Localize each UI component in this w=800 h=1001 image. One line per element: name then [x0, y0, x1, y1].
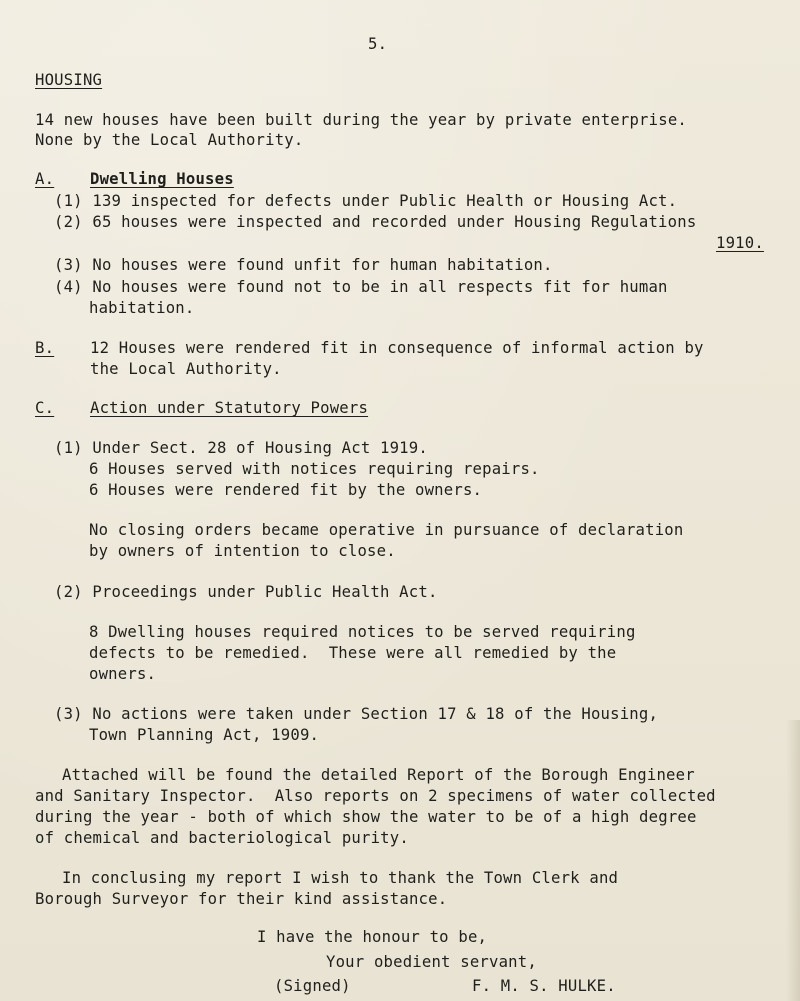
page-edge-shadow: [786, 720, 800, 1001]
section-c-sub1-line: 6 Houses were rendered fit by the owners.: [89, 481, 483, 499]
section-c-sub3-line: (3) No actions were taken under Section 17 & 18 of the Housing,: [54, 705, 659, 723]
signoff-servant: Your obedient servant,: [326, 953, 537, 971]
closing-line: Attached will be found the detailed Report of the Borough Engineer: [62, 766, 695, 784]
section-c-title: Action under Statutory Powers: [90, 399, 369, 417]
signoff-honour: I have the honour to be,: [257, 928, 488, 946]
intro-line: 14 new houses have been built during the year by private enterprise.: [35, 111, 687, 129]
page-number: 5.: [368, 35, 388, 53]
section-a-item: (2) 65 houses were inspected and recorded under Housing Regulations: [54, 213, 697, 231]
closing-line: during the year - both of which show the water to be of a high degree: [35, 808, 697, 826]
section-a-item-cont: habitation.: [89, 299, 195, 317]
closing-line: and Sanitary Inspector. Also reports on 2 specimens of water collected: [35, 787, 716, 805]
signoff-signed: (Signed): [274, 977, 351, 995]
closing-line: In conclusing my report I wish to thank the Town Clerk and: [62, 869, 619, 887]
section-a-item: (1) 139 inspected for defects under Public Health or Housing Act.: [54, 192, 678, 210]
section-c-sub1-line: by owners of intention to close.: [89, 542, 396, 560]
closing-line: of chemical and bacteriological purity.: [35, 829, 409, 847]
section-c-sub2-line: owners.: [89, 665, 157, 683]
section-b-letter: B.: [35, 339, 55, 357]
section-c-letter: C.: [35, 399, 55, 417]
section-c-sub1-line: No closing orders became operative in pursuance of declaration: [89, 521, 684, 539]
signoff-name: F. M. S. HULKE.: [472, 977, 616, 995]
section-heading: HOUSING: [35, 71, 103, 89]
section-a-item: (4) No houses were found not to be in all respects fit for human: [54, 278, 668, 296]
section-b-line: the Local Authority.: [90, 360, 282, 378]
section-c-sub1-heading: (1) Under Sect. 28 of Housing Act 1919.: [54, 439, 428, 457]
section-c-sub1-line: 6 Houses served with notices requiring repairs.: [89, 460, 540, 478]
section-a-year: 1910.: [716, 234, 764, 252]
section-a-letter: A.: [35, 170, 55, 188]
section-a-item: (3) No houses were found unfit for human habitation.: [54, 256, 553, 274]
intro-line: None by the Local Authority.: [35, 131, 304, 149]
section-a-title: Dwelling Houses: [90, 170, 234, 188]
section-c-sub2-line: 8 Dwelling houses required notices to be served requiring: [89, 623, 636, 641]
closing-line: Borough Surveyor for their kind assistance.: [35, 890, 448, 908]
section-c-sub2-heading: (2) Proceedings under Public Health Act.: [54, 583, 438, 601]
section-c-sub3-line: Town Planning Act, 1909.: [89, 726, 320, 744]
section-c-sub2-line: defects to be remedied. These were all remedied by the: [89, 644, 617, 662]
section-b-line: 12 Houses were rendered fit in consequence of informal action by: [90, 339, 704, 357]
